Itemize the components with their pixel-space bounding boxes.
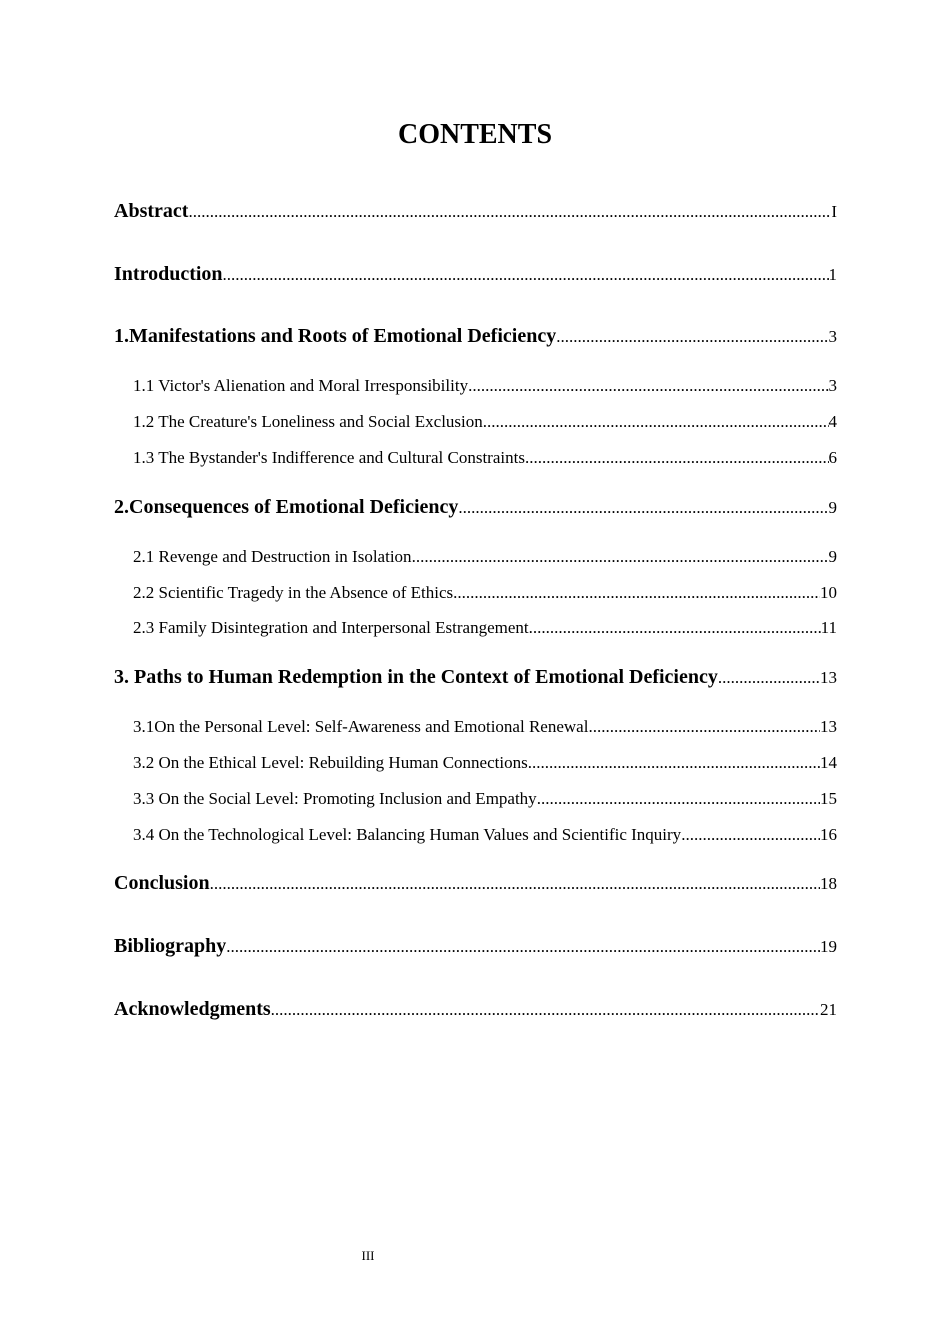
toc-entry-section-3-1[interactable] xyxy=(133,715,837,739)
toc-entry-label: 1.1 Victor's Alienation and Moral Irresponsibility xyxy=(133,376,469,395)
toc-entry-label: 3. Paths to Human Redemption in the Context of Emotional Deficiency xyxy=(114,666,718,688)
toc-entry-introduction[interactable] xyxy=(114,260,837,289)
toc-entry-section-1-1[interactable] xyxy=(133,374,837,398)
toc-entry-label: 1.Manifestations and Roots of Emotional Deficiency xyxy=(114,325,557,347)
toc-entry-page: 15 xyxy=(820,789,837,808)
toc-entry-page: 11 xyxy=(820,618,837,637)
toc-entry-section-2-2[interactable] xyxy=(133,581,837,605)
dot-leader xyxy=(226,933,820,961)
dot-leader xyxy=(556,323,828,351)
toc-entry-page: 13 xyxy=(820,668,837,687)
dot-leader xyxy=(453,581,820,605)
toc-entry-label: 3.1On the Personal Level: Self-Awareness and Emotional Renewal xyxy=(133,717,589,736)
toc-entry-page: 19 xyxy=(820,937,837,956)
toc-entry-label: 2.Consequences of Emotional Deficiency xyxy=(114,496,459,518)
dot-leader xyxy=(188,198,831,226)
toc-entry-page: 3 xyxy=(828,327,837,346)
toc-entry-chapter-3[interactable] xyxy=(114,663,837,692)
toc-entry-section-3-2[interactable] xyxy=(133,751,837,775)
toc-entry-label: Abstract xyxy=(114,200,189,222)
toc-entry-page: 21 xyxy=(820,1000,837,1019)
toc-entry-label: 3.2 On the Ethical Level: Rebuilding Human Connections xyxy=(133,753,528,772)
toc-entry-label: 3.4 On the Technological Level: Balancing Human Values and Scientific Inquiry xyxy=(133,825,682,844)
toc-entry-page: 9 xyxy=(828,547,837,566)
toc-entry-page: 10 xyxy=(820,583,837,602)
toc-entry-conclusion[interactable] xyxy=(114,869,837,898)
toc-entry-section-2-1[interactable] xyxy=(133,545,837,569)
toc-entry-section-1-3[interactable] xyxy=(133,446,837,470)
toc-entry-label: Bibliography xyxy=(114,935,227,957)
toc-entry-label: 2.1 Revenge and Destruction in Isolation xyxy=(133,547,412,566)
toc-entry-section-1-2[interactable] xyxy=(133,410,837,434)
toc-entry-page: 1 xyxy=(828,265,837,284)
toc-entry-page: 18 xyxy=(820,874,837,893)
dot-leader xyxy=(271,996,820,1024)
toc-entry-page: 4 xyxy=(828,412,837,431)
toc-entry-section-3-3[interactable] xyxy=(133,787,837,811)
toc-entry-label: Acknowledgments xyxy=(114,998,271,1020)
toc-entry-label: Conclusion xyxy=(114,872,210,894)
toc-entry-abstract[interactable] xyxy=(114,197,837,226)
toc-entry-section-3-4[interactable] xyxy=(133,823,837,847)
toc-entry-label: Introduction xyxy=(114,263,223,285)
dot-leader xyxy=(210,870,820,898)
toc-entry-chapter-2[interactable] xyxy=(114,493,837,522)
toc-entry-page: 9 xyxy=(828,498,837,517)
dot-leader xyxy=(412,545,829,569)
toc-entry-section-2-3[interactable] xyxy=(133,616,837,640)
toc-entry-page: 14 xyxy=(820,753,837,772)
dot-leader xyxy=(529,616,821,640)
toc-entry-page: 13 xyxy=(820,717,837,736)
page-number: III xyxy=(361,1248,375,1263)
toc-entry-acknowledgments[interactable] xyxy=(114,995,837,1024)
dot-leader xyxy=(468,374,828,398)
dot-leader xyxy=(458,494,828,522)
page-title: CONTENTS xyxy=(397,118,553,150)
dot-leader xyxy=(537,787,820,811)
dot-leader xyxy=(588,715,820,739)
toc-entry-bibliography[interactable] xyxy=(114,932,837,961)
dot-leader xyxy=(483,410,829,434)
toc-entry-label: 3.3 On the Social Level: Promoting Inclusion and Empathy xyxy=(133,789,537,808)
toc-entry-page: I xyxy=(831,202,837,221)
toc-entry-chapter-1[interactable] xyxy=(114,322,837,351)
dot-leader xyxy=(681,823,820,847)
toc-entry-page: 16 xyxy=(820,825,837,844)
toc-entry-page: 6 xyxy=(828,448,837,467)
dot-leader xyxy=(528,751,820,775)
toc-entry-label: 1.3 The Bystander's Indifference and Cultural Constraints xyxy=(133,448,525,467)
dot-leader xyxy=(718,664,820,692)
toc-entry-page: 3 xyxy=(828,376,837,395)
toc-entry-label: 1.2 The Creature's Loneliness and Social Exclusion xyxy=(133,412,483,431)
dot-leader xyxy=(525,446,829,470)
toc-entry-label: 2.3 Family Disintegration and Interpersonal Estrangement xyxy=(133,618,529,637)
toc-entry-label: 2.2 Scientific Tragedy in the Absence of Ethics xyxy=(133,583,454,602)
dot-leader xyxy=(223,261,829,289)
